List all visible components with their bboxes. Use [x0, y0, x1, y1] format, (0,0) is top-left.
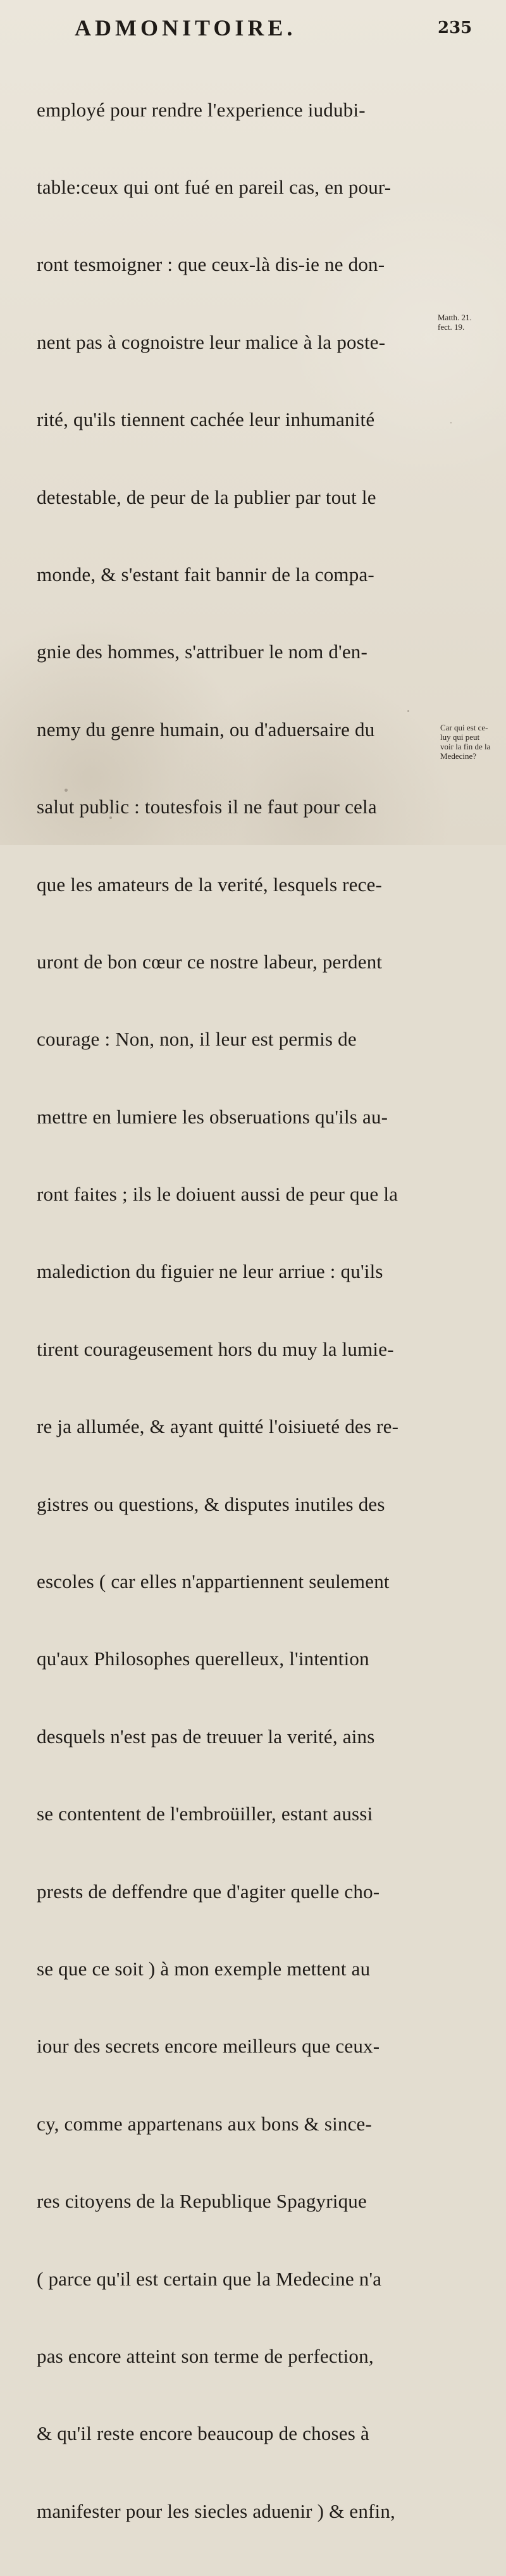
main-text-block: [37, 46, 399, 2576]
text-line: gistres ou questions, & disputes inutiles des: [37, 1492, 385, 1515]
margin-note-matthew: Matth. 21. fect. 19.: [438, 313, 472, 332]
text-line: nent pas à cognoistre leur malice à la poste-: [37, 330, 386, 353]
text-line: nemy du genre humain, ou d'aduersaire du: [37, 718, 375, 741]
text-line: que les amateurs de la verité, lesquels rece-: [37, 873, 383, 896]
text-line: pas encore atteint son terme de perfection,: [37, 2344, 374, 2367]
paper-speck: [450, 422, 452, 423]
page-header: [75, 13, 505, 43]
text-line: iour des secrets encore meilleurs que ceux-: [37, 2035, 380, 2058]
text-line: ront faites ; ils le doiuent aussi de peur que la: [37, 1183, 398, 1206]
text-line: salut public : toutesfois il ne faut pour cela: [37, 796, 377, 818]
paper-speck: [407, 710, 409, 712]
text-line: res citoyens de la Republique Spagyrique: [37, 2190, 367, 2213]
text-line: tirent courageusement hors du muy la lumie-: [37, 1337, 394, 1360]
margin-note-medecine: Car qui est ce- luy qui peut voir la fin de la Medecine?: [440, 723, 491, 761]
text-line: qu'aux Philosophes querelleux, l'intention: [37, 1648, 369, 1670]
text-line: courage : Non, non, il leur est permis de: [37, 1028, 357, 1051]
text-line: desquels n'est pas de treuuer la verité, ains: [37, 1725, 375, 1748]
text-line: ront tesmoigner : que ceux-là dis-ie ne don-: [37, 253, 385, 276]
running-title: ADMONITOIRE.: [75, 15, 297, 41]
text-line: monde, & s'estant fait bannir de la compa-: [37, 563, 374, 585]
page-number: 235: [438, 18, 472, 37]
text-line: ( parce qu'il est certain que la Medecine n'a: [37, 2267, 382, 2290]
text-line: mettre en lumiere les obseruations qu'ils au-: [37, 1105, 388, 1128]
text-line: manifester pour les siecles aduenir ) & enfin,: [37, 2499, 396, 2522]
text-line: cy, comme appartenans aux bons & since-: [37, 2112, 373, 2135]
text-line: & qu'il reste encore beaucoup de choses à: [37, 2422, 369, 2445]
text-line: se contentent de l'embroüiller, estant aussi: [37, 1803, 373, 1825]
text-line: rité, qu'ils tiennent cachée leur inhumanité: [37, 408, 375, 431]
text-line: uront de bon cœur ce nostre labeur, perdent: [37, 950, 383, 973]
text-line: re ja allumée, & ayant quitté l'oisiueté des re-: [37, 1415, 399, 1438]
text-line: escoles ( car elles n'appartiennent seulement: [37, 1570, 390, 1593]
text-line: se que ce soit ) à mon exemple mettent au: [37, 1957, 371, 1980]
text-line: table:ceux qui ont fué en pareil cas, en pour-: [37, 175, 392, 198]
text-line: gnie des hommes, s'attribuer le nom d'en-: [37, 641, 367, 663]
text-line: employé pour rendre l'experience iudubi-: [37, 98, 366, 121]
text-line: detestable, de peur de la publier par tout le: [37, 485, 376, 508]
text-line: prests de deffendre que d'agiter quelle cho-: [37, 1880, 380, 1903]
text-line: malediction du figuier ne leur arriue : qu'ils: [37, 1260, 383, 1283]
